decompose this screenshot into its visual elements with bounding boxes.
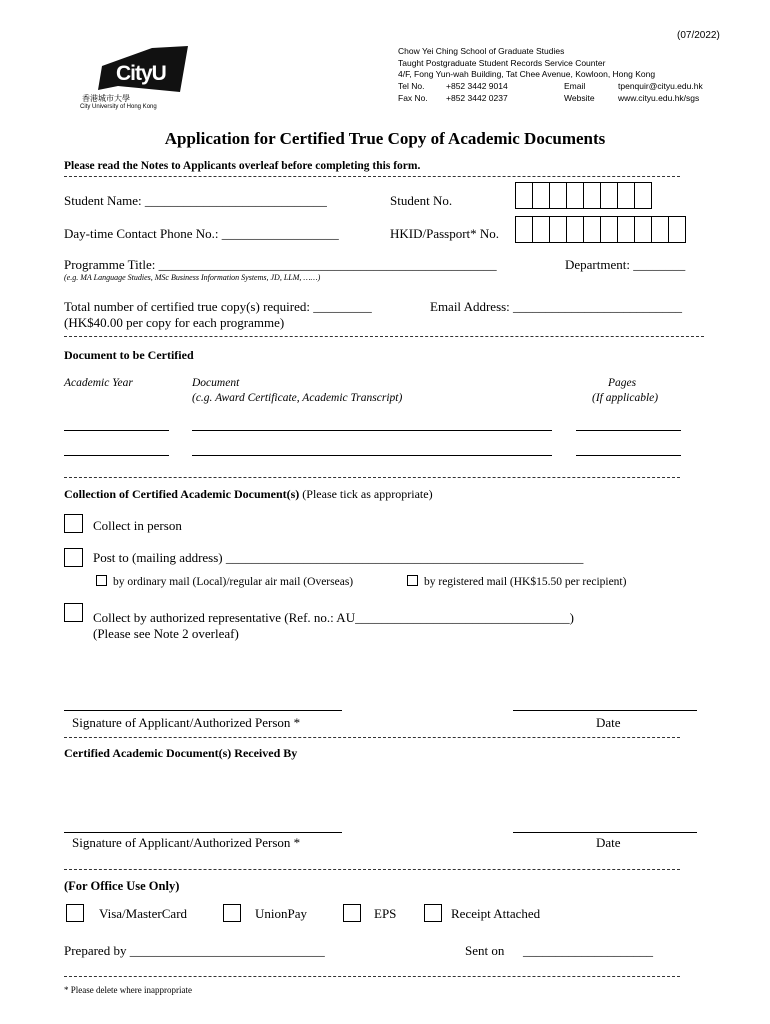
document-line-2[interactable] <box>192 455 552 456</box>
student-no-cells[interactable] <box>515 182 651 209</box>
header-contact <box>398 46 703 105</box>
programme-hint: (e.g. MA Language Studies, MSc Business Information Systems, JD, LLM, ……) <box>64 273 321 282</box>
academic-year-line-2[interactable] <box>64 455 169 456</box>
email-label: Email <box>564 80 586 91</box>
department-field[interactable]: Department: ________ <box>565 257 686 272</box>
receiver-date-label: Date <box>596 835 621 850</box>
collection-heading <box>64 487 433 502</box>
collection-heading-note: (Please tick as appropriate) <box>299 487 433 501</box>
registered-mail-checkbox[interactable] <box>407 575 418 586</box>
column-academic-year: Academic Year <box>64 377 133 389</box>
visa-label: Visa/MasterCard <box>99 906 188 921</box>
column-pages-hint: (If applicable) <box>592 392 659 404</box>
representative-field[interactable]: Collect by authorized representative (Ref. no.: AU_________________________________) <box>93 610 574 625</box>
divider <box>64 869 680 870</box>
school-name: Chow Yei Ching School of Graduate Studies <box>398 46 565 56</box>
received-heading: Certified Academic Document(s) Received By <box>64 746 298 760</box>
hkid-label: HKID/Passport* No. <box>390 226 500 241</box>
hkid-cells[interactable] <box>515 216 685 243</box>
post-address-field[interactable]: Post to (mailing address) _______________________________________________________ <box>93 550 584 565</box>
divider <box>64 176 680 177</box>
logo-wordmark: CityU <box>116 62 166 85</box>
sent-on-field[interactable]: ____________________ <box>523 943 653 958</box>
pages-line-2[interactable] <box>576 455 681 456</box>
divider <box>64 477 680 478</box>
receipt-checkbox[interactable] <box>424 904 442 922</box>
column-document-hint: (c.g. Award Certificate, Academic Transcript) <box>192 392 403 404</box>
eps-label: EPS <box>374 906 397 921</box>
representative-note: (Please see Note 2 overleaf) <box>93 626 239 641</box>
fax-value: +852 3442 0237 <box>446 92 508 103</box>
representative-checkbox[interactable] <box>64 603 83 622</box>
cityu-logo <box>80 44 190 114</box>
logo-english-name: City University of Hong Kong <box>80 104 157 110</box>
student-no-label: Student No. <box>390 193 453 208</box>
notice: Please read the Notes to Applicants overleaf before completing this form. <box>64 160 421 172</box>
visa-checkbox[interactable] <box>66 904 84 922</box>
email-address-field[interactable]: Email Address: __________________________ <box>430 299 683 314</box>
column-pages: Pages <box>608 377 637 389</box>
student-name-field[interactable]: Student Name: ____________________________ <box>64 193 327 208</box>
prepared-by-field[interactable]: Prepared by ______________________________ <box>64 943 325 958</box>
post-checkbox[interactable] <box>64 548 83 567</box>
signature-label: Signature of Applicant/Authorized Person * <box>72 715 301 730</box>
form-title: Application for Certified True Copy of Academic Documents <box>164 129 606 148</box>
website-label: Website <box>564 92 595 103</box>
programme-field[interactable]: Programme Title: ____________________________________________________ <box>64 257 497 272</box>
sent-on-label: Sent on <box>465 943 505 958</box>
collect-in-person-label: Collect in person <box>93 518 182 533</box>
unionpay-checkbox[interactable] <box>223 904 241 922</box>
eps-checkbox[interactable] <box>343 904 361 922</box>
ordinary-mail-label: by ordinary mail (Local)/regular air mail (Overseas) <box>113 576 354 588</box>
counter-name: Taught Postgraduate Student Records Service Counter <box>398 57 606 68</box>
collection-heading-bold: Collection of Certified Academic Document(s) <box>64 487 300 501</box>
ordinary-mail-checkbox[interactable] <box>96 575 107 586</box>
receiver-signature-line[interactable] <box>64 832 342 833</box>
column-document: Document <box>192 377 240 389</box>
footnote: * Please delete where inappropriate <box>64 985 192 995</box>
divider <box>64 336 704 337</box>
email-value[interactable]: tpenquir@cityu.edu.hk <box>618 80 703 91</box>
registered-mail-option[interactable] <box>407 575 626 588</box>
divider <box>64 976 680 977</box>
logo-chinese-name: 香港城市大學 <box>82 94 130 103</box>
phone-field[interactable]: Day-time Contact Phone No.: __________________ <box>64 226 339 241</box>
academic-year-line-1[interactable] <box>64 430 169 431</box>
copies-field[interactable]: Total number of certified true copy(s) required: _________ <box>64 299 372 314</box>
registered-mail-label: by registered mail (HK$15.50 per recipient) <box>424 576 627 588</box>
receiver-date-line[interactable] <box>513 832 697 833</box>
collect-in-person-checkbox[interactable] <box>64 514 83 533</box>
tel-value: +852 3442 9014 <box>446 80 508 91</box>
pages-line-1[interactable] <box>576 430 681 431</box>
website-value[interactable]: www.cityu.edu.hk/sgs <box>618 92 700 103</box>
receipt-label: Receipt Attached <box>451 906 541 921</box>
applicant-signature-line[interactable] <box>64 710 342 711</box>
tel-label: Tel No. <box>398 80 425 91</box>
address: 4/F, Fong Yun-wah Building, Tat Chee Avenue, Kowloon, Hong Kong <box>398 69 656 79</box>
document-section-heading: Document to be Certified <box>64 348 194 362</box>
price-note: (HK$40.00 per copy for each programme) <box>64 315 285 330</box>
fax-label: Fax No. <box>398 92 428 103</box>
unionpay-label: UnionPay <box>255 906 307 921</box>
document-line-1[interactable] <box>192 430 552 431</box>
date-line[interactable] <box>513 710 697 711</box>
ordinary-mail-option[interactable] <box>96 575 353 588</box>
office-use-heading: (For Office Use Only) <box>64 879 180 893</box>
receiver-signature-label: Signature of Applicant/Authorized Person * <box>72 835 301 850</box>
date-label: Date <box>596 715 621 730</box>
form-code: (07/2022) <box>677 30 720 41</box>
divider <box>64 737 680 738</box>
